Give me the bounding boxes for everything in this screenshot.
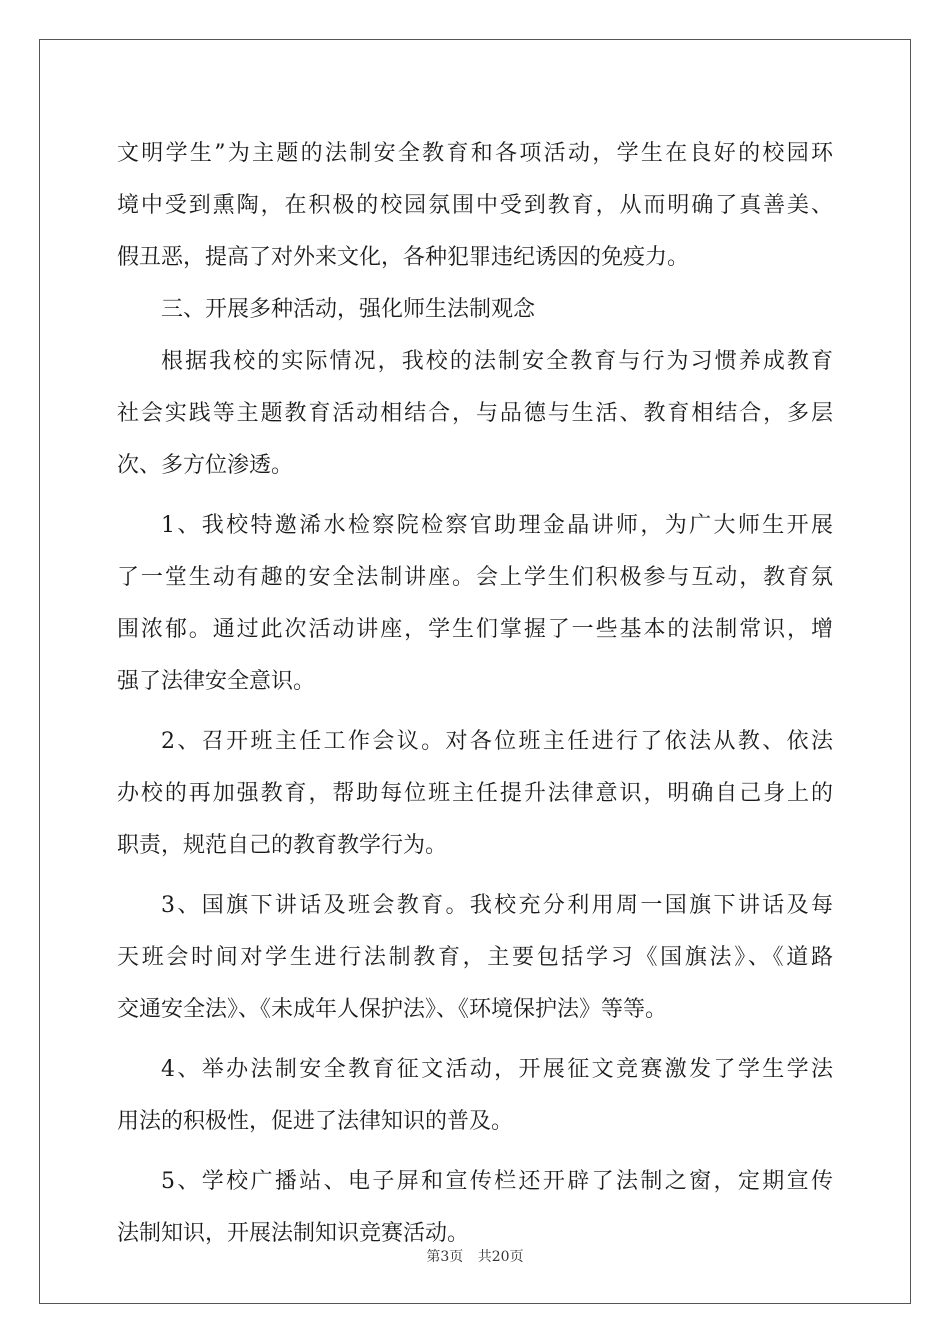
section-heading: 三、开展多种活动，强化师生法制观念 [161, 297, 536, 322]
text-line: 次、多方位渗透。 [117, 453, 294, 478]
text-line: 法制知识，开展法制知识竞赛活动。 [117, 1221, 470, 1246]
text-line: 文明学生”为主题的法制安全教育和各项活动，学生在良好的校园环 [117, 141, 833, 166]
text-line: 境中受到熏陶，在积极的校园氛围中受到教育，从而明确了真善美、 [117, 193, 833, 218]
text-line: 3、国旗下讲话及班会教育。我校充分利用周一国旗下讲话及每 [161, 893, 833, 918]
text-line: 办校的再加强教育，帮助每位班主任提升法律意识，明确自己身上的 [117, 781, 833, 806]
text-line: 围浓郁。通过此次活动讲座，学生们掌握了一些基本的法制常识，增 [117, 617, 833, 642]
text-line: 交通安全法》、《未成年人保护法》、《环境保护法》等等。 [117, 997, 668, 1022]
text-line: 根据我校的实际情况，我校的法制安全教育与行为习惯养成教育 [161, 349, 833, 374]
page-number: 第3页 [426, 1249, 464, 1265]
text-line: 1、我校特邀浠水检察院检察官助理金晶讲师，为广大师生开展 [161, 513, 833, 538]
text-line: 2、召开班主任工作会议。对各位班主任进行了依法从教、依法 [161, 729, 833, 754]
text-line: 假丑恶，提高了对外来文化，各种犯罪违纪诱因的免疫力。 [117, 245, 690, 270]
text-line: 职责，规范自己的教育教学行为。 [117, 833, 448, 858]
page-footer [0, 1246, 950, 1266]
page-total: 共20页 [477, 1249, 524, 1265]
text-line: 5、学校广播站、电子屏和宣传栏还开辟了法制之窗，定期宣传 [161, 1169, 833, 1194]
text-line: 了一堂生动有趣的安全法制讲座。会上学生们积极参与互动，教育氛 [117, 565, 833, 590]
text-line: 天班会时间对学生进行法制教育，主要包括学习《国旗法》、《道路 [117, 945, 833, 970]
text-line: 社会实践等主题教育活动相结合，与品德与生活、教育相结合，多层 [117, 401, 833, 426]
document-body [117, 128, 833, 1260]
text-line: 4、举办法制安全教育征文活动，开展征文竞赛激发了学生学法 [161, 1057, 833, 1082]
text-line: 用法的积极性，促进了法律知识的普及。 [117, 1109, 514, 1134]
text-line: 强了法律安全意识。 [117, 669, 316, 694]
